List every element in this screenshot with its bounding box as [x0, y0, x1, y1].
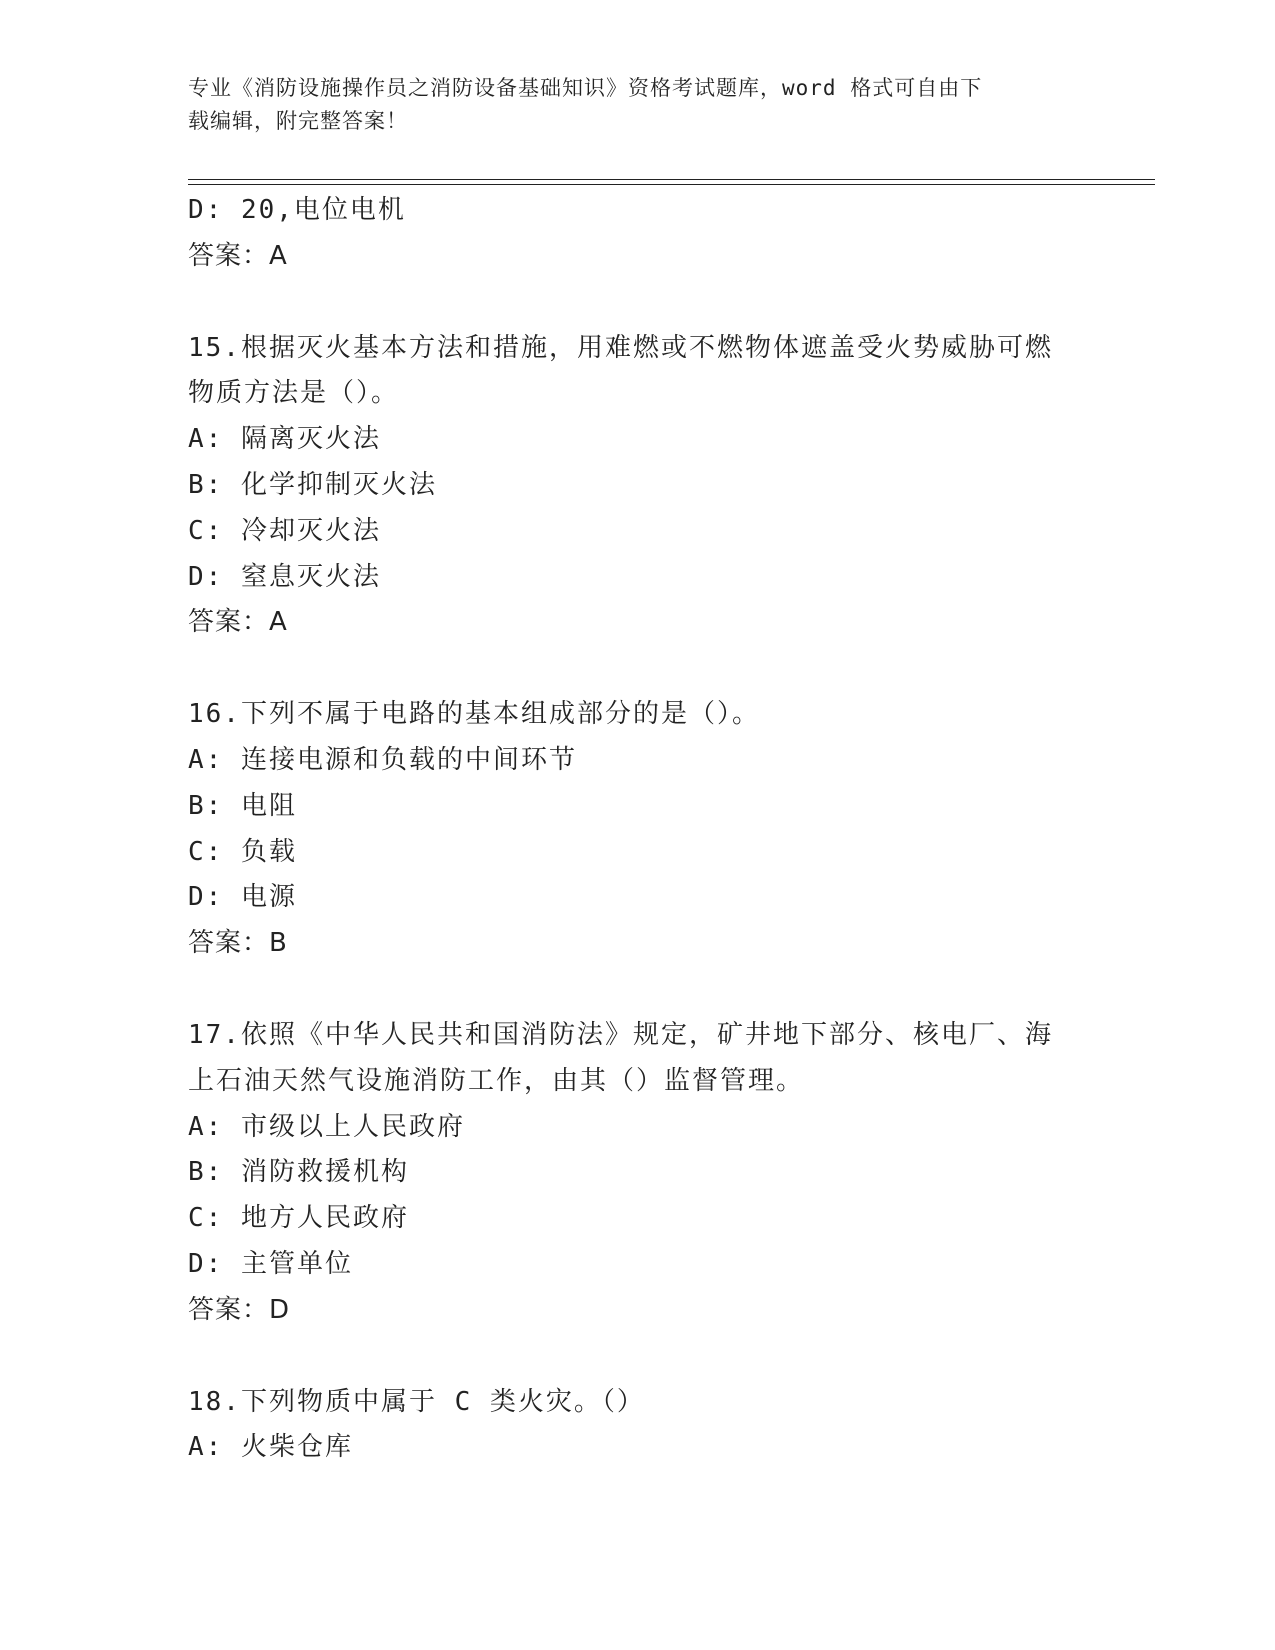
- answer: 答案：B: [188, 928, 288, 959]
- answer: 答案：A: [188, 607, 288, 638]
- answer: 答案：D: [188, 1294, 291, 1325]
- option-a: A: 火柴仓库: [188, 1432, 353, 1463]
- question-18: [188, 1380, 1088, 1472]
- question-17: [188, 1013, 1088, 1334]
- question-stem: 16.下列不属于电路的基本组成部分的是（）。: [188, 699, 760, 730]
- option-b: B: 电阻: [188, 790, 297, 821]
- question-list: [188, 188, 1088, 1471]
- option-d: D: 主管单位: [188, 1248, 353, 1279]
- option-d: D: 窒息灭火法: [188, 561, 381, 592]
- question-stem: 15.根据灭火基本方法和措施，用难燃或不燃物体遮盖受火势威胁可燃: [188, 332, 1053, 363]
- document-header: [188, 72, 1088, 138]
- question-15: [188, 326, 1088, 647]
- option-b: B: 消防救援机构: [188, 1157, 409, 1188]
- option-d: D: 20,电位电机: [188, 195, 406, 225]
- question-stem: 17.依照《中华人民共和国消防法》规定，矿井地下部分、核电厂、海: [188, 1019, 1053, 1050]
- answer: 答案：A: [188, 240, 288, 271]
- question-stem: 18.下列物质中属于 C 类火灾。（）: [188, 1386, 645, 1417]
- option-c: C: 冷却灭火法: [188, 515, 381, 546]
- spacer: [188, 1334, 1088, 1380]
- question-16: [188, 692, 1088, 967]
- option-a: A: 连接电源和负载的中间环节: [188, 744, 577, 775]
- option-b: B: 化学抑制灭火法: [188, 469, 437, 500]
- option-a: A: 隔离灭火法: [188, 424, 381, 455]
- option-d: D: 电源: [188, 882, 297, 913]
- question-stem: 物质方法是（）。: [188, 378, 400, 409]
- header-line-2: 载编辑，附完整答案！: [188, 109, 408, 133]
- option-a: A: 市级以上人民政府: [188, 1111, 465, 1142]
- header-divider-top: [188, 179, 1155, 180]
- question-stem: 上石油天然气设施消防工作，由其（）监督管理。: [188, 1065, 805, 1096]
- option-c: C: 地方人民政府: [188, 1203, 409, 1234]
- spacer: [188, 280, 1088, 326]
- spacer: [188, 967, 1088, 1013]
- header-line-1: 专业《消防设施操作员之消防设备基础知识》资格考试题库，word 格式可自由下: [188, 76, 983, 100]
- spacer: [188, 646, 1088, 692]
- option-c: C: 负载: [188, 836, 297, 867]
- header-divider-bottom: [188, 184, 1155, 185]
